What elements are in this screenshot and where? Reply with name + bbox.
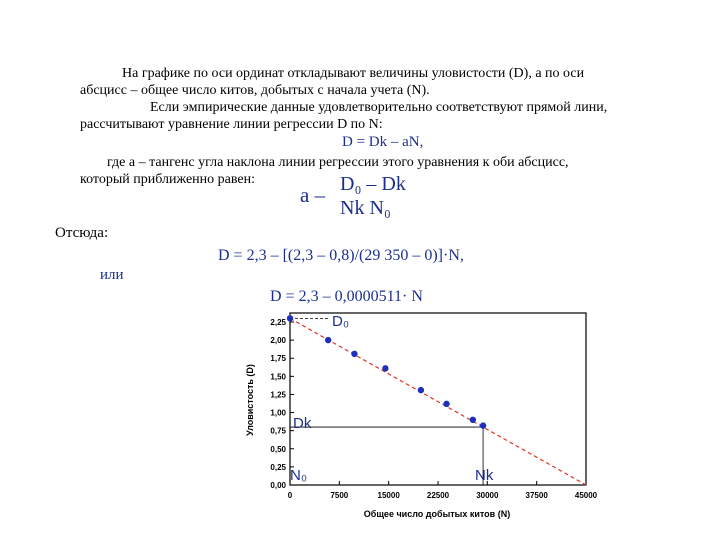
- annotation-dk: Dk: [293, 415, 312, 432]
- paragraph-1-line-1: На графике по оси ординат откладывают величины уловистости (D), а по оси: [122, 66, 585, 81]
- x-tick-label: 37500: [525, 491, 548, 500]
- y-tick-label: 2,25: [270, 318, 286, 327]
- data-point: [287, 315, 293, 321]
- y-tick-label: 0,75: [270, 426, 286, 436]
- x-tick-label: 15000: [377, 491, 400, 500]
- paragraph-2-line-2: рассчитывают уравнение линии регрессии D по N:: [80, 117, 383, 132]
- x-tick-label: 45000: [574, 491, 598, 500]
- data-point: [325, 337, 331, 343]
- ili-label: или: [100, 267, 124, 283]
- data-point: [480, 422, 486, 428]
- y-tick-label: 2,00: [270, 336, 286, 346]
- y-tick-label: 1,00: [270, 408, 286, 418]
- y-axis-label: Уловистость (D): [245, 364, 255, 436]
- plot-frame: [290, 313, 586, 485]
- y-tick-label: 0,50: [270, 444, 286, 454]
- fraction-denominator: Nk N₀: [340, 197, 391, 219]
- annotation-n0: N₀: [290, 467, 308, 484]
- fraction-lhs: a –: [300, 183, 326, 207]
- equation-3: D = 2,3 – 0,0000511· N: [270, 288, 423, 305]
- annotation-d0: D₀: [332, 313, 350, 330]
- y-tick-label: 1,25: [270, 390, 286, 400]
- paragraph-3-line-1: где a – тангенс угла наклона линии регрессии этого уравнения к оби абсцисс,: [107, 155, 569, 170]
- x-tick-label: 30000: [476, 491, 499, 500]
- y-tick-label: 1,75: [270, 354, 286, 364]
- fraction-numerator: D₀ – Dk: [340, 173, 406, 195]
- y-tick-label: 0,25: [270, 462, 286, 472]
- otsyuda-label: Отсюда:: [55, 225, 109, 241]
- paragraph-2-line-1: Если эмпирические данные удовлетворительно соответствуют прямой лини,: [150, 100, 608, 115]
- equation-2: D = 2,3 – [(2,3 – 0,8)/(29 350 – 0)]·N,: [218, 247, 464, 264]
- annotation-nk: Nk: [475, 467, 494, 484]
- data-point: [443, 401, 449, 407]
- paragraph-3-line-2: который приближенно равен:: [80, 172, 255, 187]
- x-tick-label: 7500: [330, 491, 349, 500]
- data-point: [470, 417, 476, 423]
- regression-line: [290, 318, 586, 485]
- y-tick-label: 0,00: [270, 481, 286, 490]
- data-point: [418, 387, 424, 393]
- x-axis-ticks: [288, 481, 598, 500]
- x-tick-label: 22500: [426, 491, 450, 500]
- x-axis-label: Общее число добытых китов (N): [363, 509, 511, 519]
- x-tick-label: 0: [287, 491, 293, 500]
- regression-equation: D = Dk – aN,: [342, 134, 424, 150]
- data-point: [382, 365, 388, 371]
- chart-annotations: [290, 313, 494, 484]
- guide-lines: [290, 318, 483, 485]
- data-point: [351, 351, 357, 357]
- y-tick-label: 1,50: [270, 372, 286, 382]
- paragraph-1-line-2: абсцисс – общее число китов, добытых с начала учета (N).: [80, 83, 430, 98]
